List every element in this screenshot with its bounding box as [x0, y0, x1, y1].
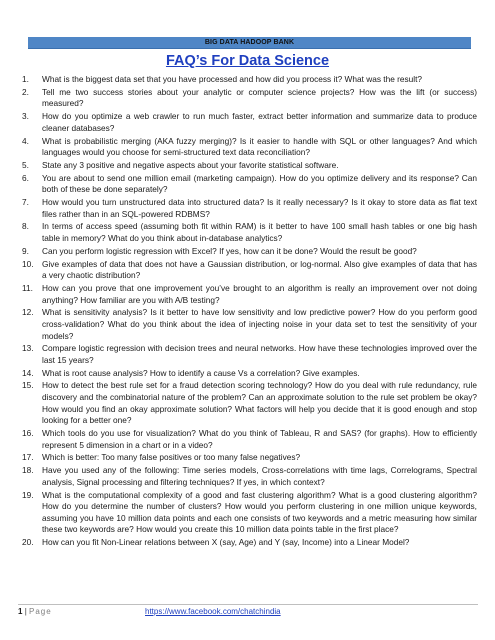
faq-item-text: Can you perform logistic regression with Excel? If yes, how can it be done? Would the result be good?	[42, 245, 417, 256]
faq-item-number: 11.	[22, 282, 33, 293]
faq-item	[22, 343, 477, 366]
faq-item-number: 1.	[22, 74, 29, 84]
faq-item	[22, 173, 477, 196]
faq-item-number: 10.	[22, 258, 34, 269]
faq-item-number: 9.	[22, 245, 29, 256]
faq-item	[22, 160, 477, 172]
faq-item	[22, 111, 477, 134]
faq-item-text: Which is better: Too many false positives or too many false negatives?	[42, 452, 301, 463]
faq-item-text: What is root cause analysis? How to identify a cause Vs a correlation? Give examples.	[42, 367, 360, 378]
faq-item-text: How do you optimize a web crawler to run much faster, extract better information and summarize data to produce cleaner databases?	[42, 111, 477, 133]
faq-item-text: Give examples of data that does not have a Gaussian distribution, or log-normal. Also give examples of data that has a very chaotic distribution?	[42, 258, 477, 281]
page-label: Page	[29, 607, 52, 616]
page-separator: |	[24, 607, 27, 616]
faq-item-number: 16.	[22, 428, 34, 439]
faq-item-text: Tell me two success stories about your analytic or computer science projects? How was the lift (or success) measured?	[42, 86, 477, 109]
faq-item-text: How can you fit Non-Linear relations between X (say, Age) and Y (say, Income) into a Linear Model?	[42, 537, 410, 548]
faq-item-number: 20.	[22, 537, 34, 548]
faq-item-text: Which tools do you use for visualization? What do you think of Tableau, R and SAS? (for graphs). How to efficiently represent 5 dimension in a chart or in a video?	[42, 428, 477, 450]
faq-item-text: What is probabilistic merging (AKA fuzzy merging)? Is it easier to handle with SQL or other languages? And which languages would you choose for semi-structured text data reconciliation?	[42, 135, 477, 158]
faq-item-text: How would you turn unstructured data into structured data? Is it really necessary? Is it okay to store data as flat text files rather than in an SQL-powered RDBMS?	[42, 197, 477, 219]
faq-item-number: 7.	[22, 197, 29, 208]
faq-item	[22, 465, 477, 488]
faq-item-number: 3.	[22, 111, 29, 122]
faq-item-number: 18.	[22, 465, 34, 476]
faq-item-number: 14.	[22, 367, 34, 378]
faq-item-text: What is sensitivity analysis? Is it better to have low sensitivity and low predictive power? How do you perform good cross-validation? What do you think about the idea of injecting noise in your data set to test the sensitivity of your models?	[42, 307, 477, 341]
faq-item	[22, 368, 477, 380]
faq-item-number: 8.	[22, 221, 29, 232]
faq-item-number: 19.	[22, 489, 34, 500]
faq-item-number: 17.	[22, 452, 34, 463]
faq-item	[22, 283, 477, 306]
faq-item	[22, 197, 477, 220]
faq-item	[22, 221, 477, 244]
faq-item	[22, 452, 477, 464]
facebook-link[interactable]: https://www.facebook.com/chatchindia	[145, 607, 281, 616]
faq-item	[22, 87, 477, 110]
faq-item	[22, 428, 477, 451]
faq-item-number: 12.	[22, 307, 34, 318]
faq-item-text: How can you prove that one improvement you’ve brought to an algorithm is really an improvement over not doing anything? How familiar are you with A/B testing?	[42, 282, 477, 305]
faq-item-number: 5.	[22, 159, 29, 170]
faq-item	[22, 136, 477, 159]
faq-item-text: You are about to send one million email (marketing campaign). How do you optimize delivery and its response? Can both of these be done separately?	[42, 172, 477, 195]
faq-item	[22, 380, 477, 426]
faq-list	[22, 74, 477, 550]
faq-item	[22, 74, 477, 86]
faq-item-text: How to detect the best rule set for a fraud detection scoring technology? How do you deal with rule redundancy, rule discovery and the combinatorial nature of the problem? Can an approximate solution to the rule set problem be okay? How would you find an okay approximate solution? What factors will help you decide that it is good enough and stop looking for a better one?	[42, 380, 477, 426]
faq-item-text: Have you used any of the following: Time series models, Cross-correlations with time lags, Correlograms, Spectral analysis, Signal processing and filtering techniques? If yes, in which context?	[42, 465, 477, 487]
faq-item-text: Compare logistic regression with decision trees and neural networks. How have these technologies improved over the last 15 years?	[42, 343, 477, 365]
page-indicator	[18, 606, 52, 618]
faq-item-text: In terms of access speed (assuming both fit within RAM) is it better to have 100 small hash tables or one big hash table in memory? What do you think about in-database analytics?	[42, 221, 477, 244]
faq-item	[22, 246, 477, 258]
faq-item-number: 6.	[22, 172, 29, 183]
faq-item	[22, 490, 477, 536]
header-banner	[28, 37, 471, 49]
faq-item	[22, 307, 477, 342]
faq-item-text: What is the computational complexity of a good and fast clustering algorithm? What is a good clustering algorithm? How do you determine the number of clusters? How would you perform clustering in one million unique keywords, assuming you have 10 million data points and each one consists of two keywords and a metric measuring how similar these two keywords are? How would you create this 10 million data points table in the first place?	[42, 489, 477, 535]
faq-item-text: What is the biggest data set that you have processed and how did you process it? What was the result?	[42, 74, 423, 84]
header-banner-text: BIG DATA HADOOP BANK	[204, 39, 295, 46]
page-footer	[18, 604, 478, 618]
faq-item	[22, 537, 477, 549]
page-title: FAQ’s For Data Science	[165, 53, 330, 69]
faq-item	[22, 259, 477, 282]
faq-item-number: 15.	[22, 380, 34, 391]
page-number: 1	[18, 607, 23, 616]
faq-item-number: 4.	[22, 135, 29, 146]
faq-item-number: 2.	[22, 86, 29, 97]
faq-item-text: State any 3 positive and negative aspects about your favorite statistical software.	[42, 159, 339, 170]
faq-item-number: 13.	[22, 343, 34, 354]
